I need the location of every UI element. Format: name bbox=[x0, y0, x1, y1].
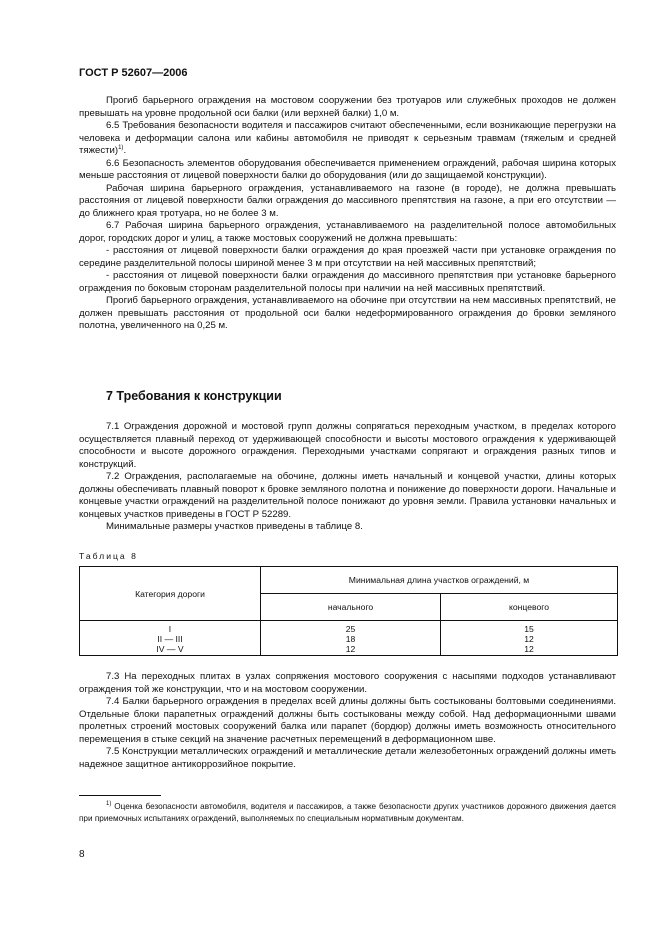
header-category: Категория дороги bbox=[80, 567, 261, 621]
paragraph: Рабочая ширина барьерного ограждения, устанавливаемого на газоне (в городе), не должна превышать расстояния от лицевой поверхности балки ограждения до массивного препятствия на газоне, а при его отсутствии — до ближнего края тротуара, но не более 3 м. bbox=[79, 182, 616, 219]
list-item: - расстояния от лицевой поверхности балки ограждения до края проезжей части при установке ограждения по середине разделительной полосы шириной менее 3 м при отсутствии на ней массивных препятствий; bbox=[79, 245, 616, 269]
paragraph: Минимальные размеры участков приведены в таблице 8. bbox=[106, 521, 363, 532]
paragraph-7-2: 7.2 Ограждения, располагаемые на обочине, должны иметь начальный и концевой участки, длины которых должны обеспечивать плавный поворот к бровке земляного полотна и понижение до поверхности дороги. Начальные и концевые участки ограждений на разделительной полосе понижают до уровня земли. Правила установки начальных и концевых участков приведены в ГОСТ Р 52289. bbox=[79, 471, 616, 520]
footnote-marker: 1) bbox=[106, 801, 112, 807]
section-7-heading: 7 Требования к конструкции bbox=[106, 389, 282, 403]
paragraph-7-4: 7.4 Балки барьерного ограждения в пределах всей длины должны быть состыкованы болтовыми соединениями. Отдельные блоки парапетных ограждений должны быть состыкованы между собой. Над деформационными швами пролетных строений мостовых сооружений балка или парапет (бордюр) должны иметь возможность относительного перемещения в стыке секций на значение расчетных перемещений в деформационном шве. bbox=[79, 696, 616, 745]
footnote-ref[interactable]: 1) bbox=[118, 145, 124, 151]
table-row: IV — V 12 12 bbox=[80, 644, 618, 656]
paragraph: Прогиб барьерного ограждения на мостовом сооружении без тротуаров или служебных проходов не должен превышать на уровне продольной оси балки (или верхней балки) 1,0 м. bbox=[79, 95, 616, 119]
paragraph: Прогиб барьерного ограждения, устанавливаемого на обочине при отсутствии на нем массивных препятствий, не должен превышать расстояния от продольной оси балки недеформированного ограждения до бровки земляного полотна, увеличенного на 0,25 м. bbox=[79, 295, 616, 331]
section-6-continuation bbox=[79, 95, 616, 333]
table-row: II — III 18 12 bbox=[80, 634, 618, 644]
list-item: - расстояния от лицевой поверхности балки ограждения до массивного препятствия при установке барьерного ограждения по боковым сторонам разделительной полосы при наличии на ней массивных препятствий. bbox=[79, 270, 616, 294]
section-7-intro bbox=[79, 421, 616, 534]
footnote-divider bbox=[79, 795, 161, 796]
paragraph-6-6: 6.6 Безопасность элементов оборудования обеспечивается применением ограждений, рабочая ширина которых меньше расстояния от лицевой поверхности балки до оборудования (или до защищаемой конструкции). bbox=[79, 157, 616, 181]
header-min-length: Минимальная длина участков ограждений, м bbox=[261, 567, 618, 594]
paragraph-6-5: 6.5 Требования безопасности водителя и пассажиров считают обеспеченными, если возникающие перегрузки на человека и деформации салона или кабины автомобиля не приводят к серьезным травмам (тяжелым и средней тяжести)$^{1)}$. bbox=[79, 120, 616, 156]
page-number: 8 bbox=[79, 849, 85, 860]
paragraph-7-1: 7.1 Ограждения дорожной и мостовой групп должны сопрягаться переходным участком, в пределах которого осуществляется плавный переход от удерживающей способности и высоты мостового ограждения к удерживающей способности и высоте дорожного ограждения. Переходными участками сопрягают и ограждения разных типов и конструкций. bbox=[79, 421, 616, 470]
table-8 bbox=[79, 566, 618, 656]
table-caption: Таблица 8 bbox=[79, 551, 138, 561]
paragraph-7-5: 7.5 Конструкции металлических ограждений и металлические детали железобетонных ограждений должны иметь надежное защитное антикоррозийное покрытие. bbox=[79, 746, 616, 770]
header-start: начального bbox=[261, 594, 441, 621]
paragraph-6-7: 6.7 Рабочая ширина барьерного ограждения, устанавливаемого на разделительной полосе автомобильных дорог, городских дорог и улиц, а также мостовых сооружений не должна превышать: bbox=[79, 220, 616, 244]
footnote: $^{1)}$ Оценка безопасности автомобиля, водителя и пассажиров, а также безопасности других участников дорожного движения дается при приемочных испытаниях ограждений, выполняемых по специальным нормативным документам. bbox=[79, 801, 616, 823]
section-7-continued bbox=[79, 671, 616, 771]
standard-number: ГОСТ Р 52607—2006 bbox=[79, 67, 188, 79]
paragraph-7-3: 7.3 На переходных плитах в узлах сопряжения мостового сооружения с насыпями подходов устанавливают ограждения той же конструкции, что и на мостовом сооружении. bbox=[79, 671, 616, 695]
table-row: I 25 15 bbox=[80, 621, 618, 635]
header-end: концевого bbox=[441, 594, 618, 621]
